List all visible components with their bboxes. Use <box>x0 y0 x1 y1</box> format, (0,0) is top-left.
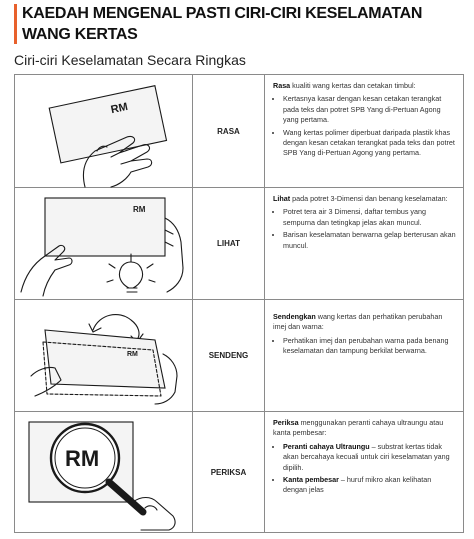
illustration-look-note <box>15 188 193 299</box>
lead-text: menggunakan peranti cahaya ultraungu atau kanta pembesar: <box>273 418 444 438</box>
bullet-list <box>273 207 457 251</box>
row-description-sendeng <box>265 300 463 411</box>
table-row-rasa <box>15 75 463 188</box>
row-label-periksa: PERIKSA <box>193 412 265 532</box>
bullet-bold: Peranti cahaya Ultraungu <box>283 441 370 451</box>
page-header <box>0 0 474 48</box>
illustration-magnify-note <box>15 412 193 532</box>
bullet-list <box>273 94 457 158</box>
table-row-lihat <box>15 188 463 300</box>
bullet-list <box>273 336 457 357</box>
page-subtitle: Ciri-ciri Keselamatan Secara Ringkas <box>14 52 246 68</box>
title-accent-bar <box>14 4 17 44</box>
note-rm-text: RM <box>127 351 138 358</box>
lead-text: kualiti wang kertas dan cetakan timbul: <box>290 81 416 90</box>
table-row-periksa <box>15 412 463 532</box>
bullet-list <box>273 442 457 496</box>
bullet-text: – substrat kertas tidak akan bercahaya kecuali untuk ciri keselamatan yang dipilih. <box>283 441 450 472</box>
note-rm-text: RM <box>133 205 146 214</box>
note-rm-text: RM <box>109 100 130 117</box>
bullet-item: • Barisan keselamatan berwarna gelap berterusan akan muncul. <box>283 230 457 251</box>
page-title: KAEDAH MENGENAL PASTI CIRI-CIRI KESELAMATAN WANG KERTAS <box>22 5 423 43</box>
bullet-item: • Potret tera air 3 Dimensi, daftar tembus yang sempurna dan tetingkap jelas akan muncul. <box>283 207 457 228</box>
row-label-lihat: LIHAT <box>193 188 265 299</box>
illustration-tilt-note <box>15 300 193 411</box>
row-description-periksa <box>265 412 463 532</box>
bullet-item: • Wang kertas polimer diperbuat daripada plastik khas dengan kesan cetakan terangkat pada teks dan potret SPB Yang di-Pertuan Agong yang pertama. <box>283 128 457 159</box>
row-label-sendeng: SENDENG <box>193 300 265 411</box>
bullet-item <box>283 475 457 496</box>
magnified-rm-text: RM <box>65 446 100 471</box>
lead-bold: Sendengkan <box>273 312 316 321</box>
table-row-sendeng <box>15 300 463 412</box>
security-features-table <box>14 74 464 533</box>
lead-bold: Lihat <box>273 194 291 203</box>
lead-bold: Rasa <box>273 81 291 90</box>
bullet-text: – huruf mikro akan kelihatan dengan jelas <box>283 475 432 495</box>
lead-bold: Periksa <box>273 418 299 427</box>
lead-text: wang kertas dan perhatikan perubahan imej dan warna: <box>273 312 443 332</box>
row-label-rasa: RASA <box>193 75 265 187</box>
bullet-item <box>283 442 457 473</box>
row-description-lihat <box>265 188 463 299</box>
bullet-bold: Kanta pembesar <box>283 475 339 485</box>
bullet-item: • Perhatikan imej dan perubahan warna pada benang keselamatan dan tampung berkilat berwarna. <box>283 336 457 357</box>
bullet-item: • Kertasnya kasar dengan kesan cetakan terangkat pada teks dan potret SPB Yang di-Pertuan Agong yang pertama. <box>283 94 457 125</box>
lead-text: pada potret 3-Dimensi dan benang keselamatan: <box>290 194 448 203</box>
row-description-rasa <box>265 75 463 187</box>
illustration-feel-note <box>15 75 193 187</box>
